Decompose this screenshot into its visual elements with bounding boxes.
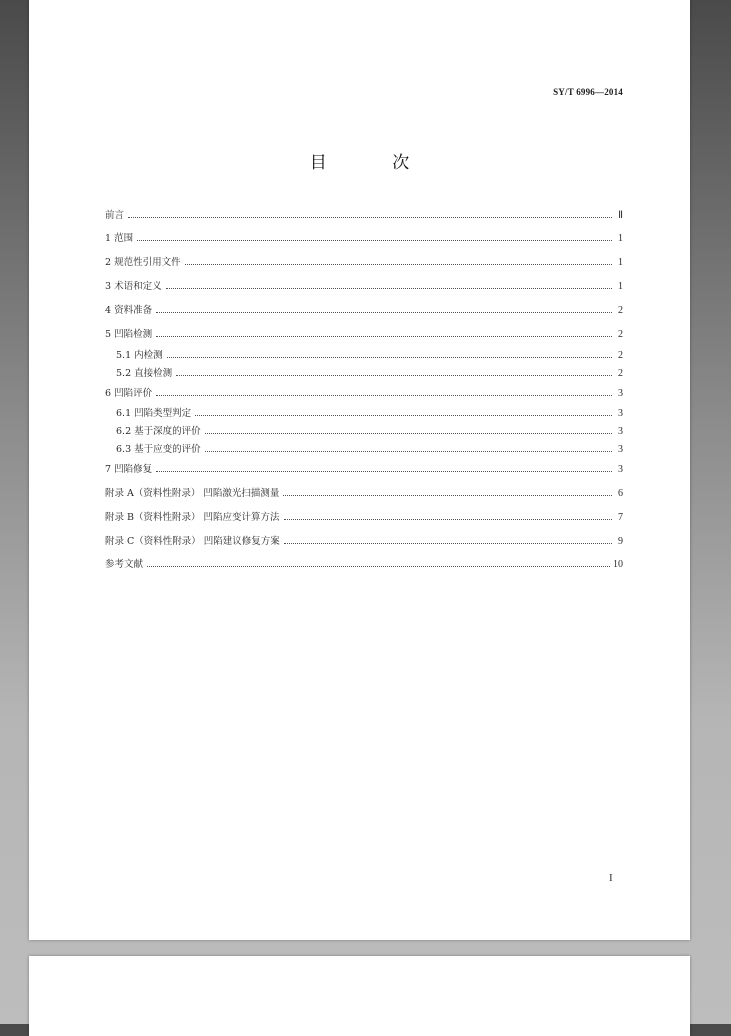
toc-entry[interactable] xyxy=(105,439,623,455)
toc-entry-page: Ⅱ xyxy=(618,210,623,221)
toc-entry-page: 1 xyxy=(618,233,623,244)
toc-entry-label: 5.1 内检测 xyxy=(116,350,163,361)
toc-leader-dots xyxy=(205,451,612,452)
toc-entry[interactable] xyxy=(105,507,623,523)
toc-entry-label: 2 规范性引用文件 xyxy=(105,257,181,268)
toc-leader-dots xyxy=(156,471,612,472)
toc-entry[interactable] xyxy=(105,554,623,570)
toc-leader-dots xyxy=(284,543,612,544)
toc-entry-page: 7 xyxy=(618,512,623,523)
toc-entry-label: 1 范围 xyxy=(105,233,134,244)
toc-entry-label: 附录 A（资料性附录） 凹陷激光扫描测量 xyxy=(105,488,280,499)
toc-entry-label: 参考文献 xyxy=(105,559,144,570)
toc-entry[interactable] xyxy=(105,252,623,268)
toc-entry-label: 前言 xyxy=(105,210,125,221)
toc-title: 目 次 xyxy=(309,153,440,173)
toc-leader-dots xyxy=(205,433,612,434)
toc-entry-label: 4 资料准备 xyxy=(105,305,153,316)
toc-leader-dots xyxy=(128,217,612,218)
toc-leader-dots xyxy=(166,288,612,289)
page-number: I xyxy=(609,872,613,884)
toc-leader-dots xyxy=(147,566,610,567)
document-code: SY/T 6996—2014 xyxy=(553,87,623,97)
toc-entry-page: 3 xyxy=(618,464,623,475)
toc-leader-dots xyxy=(283,495,612,496)
toc-entry-label: 5 凹陷检测 xyxy=(105,329,153,340)
toc-entry-page: 1 xyxy=(618,257,623,268)
toc-entry[interactable] xyxy=(105,300,623,316)
toc-entry-label: 6.2 基于深度的评价 xyxy=(116,426,201,437)
toc-leader-dots xyxy=(185,264,612,265)
toc-entry[interactable] xyxy=(105,383,623,399)
toc-entry-label: 6 凹陷评价 xyxy=(105,388,153,399)
toc-leader-dots xyxy=(176,375,612,376)
toc-entry-page: 3 xyxy=(618,426,623,437)
toc-entry-page: 2 xyxy=(618,305,623,316)
toc-entry[interactable] xyxy=(105,403,623,419)
toc-entry-label: 3 术语和定义 xyxy=(105,281,162,292)
toc-entry-label: 6.3 基于应变的评价 xyxy=(116,444,201,455)
toc-leader-dots xyxy=(156,336,612,337)
document-page xyxy=(29,0,690,940)
toc-entry-label: 附录 C（资料性附录） 凹陷建议修复方案 xyxy=(105,536,280,547)
toc-entry[interactable] xyxy=(105,421,623,437)
toc-entry[interactable] xyxy=(105,345,623,361)
toc-leader-dots xyxy=(156,312,612,313)
toc-entry-page: 2 xyxy=(618,329,623,340)
toc-entry-label: 附录 B（资料性附录） 凹陷应变计算方法 xyxy=(105,512,280,523)
toc-entry-page: 1 xyxy=(618,281,623,292)
toc-entry-page: 6 xyxy=(618,488,623,499)
toc-entry-page: 3 xyxy=(618,408,623,419)
toc-leader-dots xyxy=(156,395,612,396)
toc-entry[interactable] xyxy=(105,483,623,499)
next-document-page xyxy=(29,956,690,1036)
toc-leader-dots xyxy=(137,240,612,241)
toc-entry-page: 9 xyxy=(618,536,623,547)
toc-entry-label: 7 凹陷修复 xyxy=(105,464,153,475)
toc-entry[interactable] xyxy=(105,363,623,379)
toc-entry-page: 3 xyxy=(618,444,623,455)
toc-entry[interactable] xyxy=(105,228,623,244)
toc-leader-dots xyxy=(167,357,612,358)
toc-entry[interactable] xyxy=(105,459,623,475)
toc-entry-label: 6.1 凹陷类型判定 xyxy=(116,408,192,419)
toc-entry-page: 2 xyxy=(618,350,623,361)
toc-entry[interactable] xyxy=(105,531,623,547)
toc-entry-page: 10 xyxy=(613,559,623,570)
toc-entry[interactable] xyxy=(105,205,623,221)
toc-entry-label: 5.2 直接检测 xyxy=(116,368,173,379)
toc-leader-dots xyxy=(195,415,612,416)
toc-entry-page: 2 xyxy=(618,368,623,379)
toc-leader-dots xyxy=(284,519,612,520)
toc-entry[interactable] xyxy=(105,324,623,340)
toc-entry[interactable] xyxy=(105,276,623,292)
toc-entry-page: 3 xyxy=(618,388,623,399)
